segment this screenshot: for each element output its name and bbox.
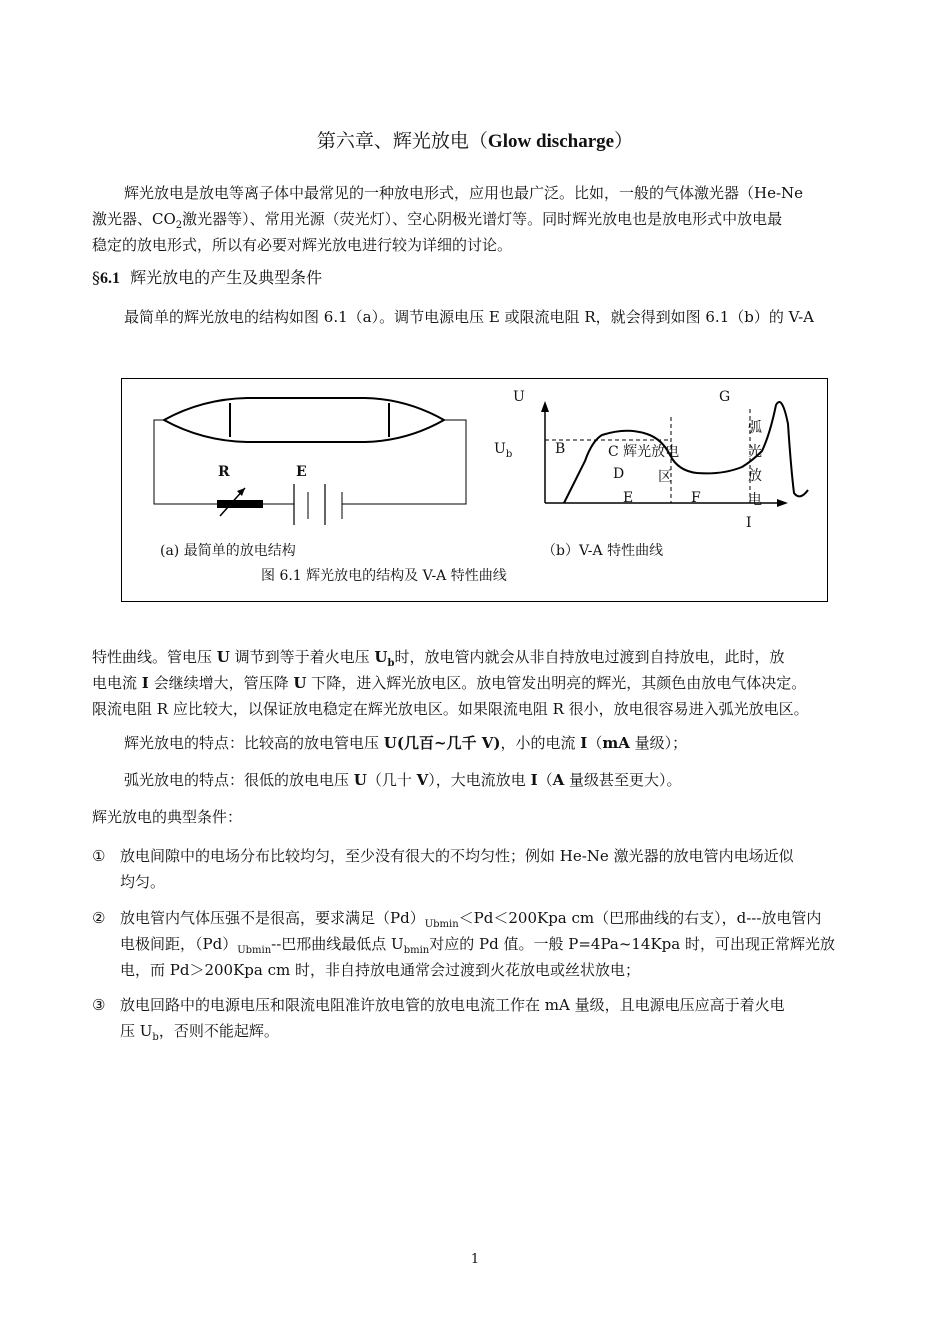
intro-line-3: 稳定的放电形式，所以有必要对辉光放电进行较为详细的讨论。 [92,236,513,254]
page-number: 1 [470,1252,480,1267]
item2-l3: 电，而 Pd＞200Kpa cm 时，非自持放电通常会过渡到火花放电或丝状放电； [120,961,641,979]
item3-l2sub: b [152,1032,159,1043]
figure-6-1 [121,378,828,602]
resistor [217,500,263,508]
item3-l1: 放电回路中的电源电压和限流电阻准许放电管的放电电流工作在 mA 量级，且电源电压应高于着火电 [120,996,785,1014]
p2-l2c: 下降，进入辉光放电区。放电管发出明亮的辉光，其颜色由放电气体决定。 [306,674,807,692]
arc-char-4: 电 [748,492,762,508]
arc-char-2: 光 [748,444,762,460]
axis-u: U [513,389,525,405]
p2-l2b: 会继续增大，管压降 [148,674,294,692]
wire-right [342,420,466,504]
item1-l1: 放电间隙中的电场分布比较均匀，至少没有很大的不均匀性；例如 He-Ne 激光器的放电管内电场近似 [120,847,794,865]
item-text [120,992,862,1044]
item2-l2c: 对应的 Pd 值。一般 P=4Pa~14Kpa 时，可出现正常辉光放 [429,935,835,953]
section-mark: § [92,268,100,287]
ub-main: U [494,441,506,457]
label-g: G [719,389,731,405]
p2-ub-sub: b [387,658,395,669]
figure-caption: 图 6.1 辉光放电的结构及 V-A 特性曲线 [261,568,507,584]
condition-item-3 [92,992,862,1044]
item2-l1a: 放电管内气体压强不是很高，要求满足（Pd） [120,909,425,927]
discharge-tube [164,398,444,442]
p2-u1: U [216,648,230,666]
page-title [0,126,950,153]
arc-h: A [552,771,565,789]
caption-b: （b）V-A 特性曲线 [542,543,664,559]
p2-l1b: 调节到等于着火电压 [229,648,375,666]
glow-a: 辉光放电的特点：比较高的放电管电压 [124,734,384,752]
item3-l2a: 压 U [120,1022,153,1040]
p2-line-3: 限流电阻 R 应比较大，以保证放电稳定在辉光放电区。如果限流电阻 R 很小，放电很容易进入弧光放电区。 [92,700,809,718]
p2-line-2 [92,670,862,696]
title-end: ） [614,130,634,152]
intro-l2b: 激光器等）、常用光源（荧光灯）、空心阴极光谱灯等。同时辉光放电也是放电形式中放电最 [182,210,783,228]
intro-paragraph [92,180,862,258]
p2-line-1 [92,644,862,670]
item-number: ① [92,847,106,865]
item1-l2: 均匀。 [120,873,166,891]
label-c-glow: C 辉光放电 [608,444,680,460]
arc-d: V [416,771,429,789]
arc-e: ），大电流放电 [428,771,531,789]
label-b: B [555,441,566,457]
section-heading [92,265,322,288]
item-text [120,905,862,983]
item-number: ③ [92,996,106,1014]
wire-left [154,420,217,504]
label-region: 区 [658,469,672,485]
item2-l2sub2: bmin [403,945,430,956]
glow-b: U(几百~几千 V) [383,734,501,752]
arc-feature [92,767,862,793]
condition-item-2 [92,905,862,983]
item-text [120,843,862,895]
title-en: Glow discharge [487,131,615,152]
item2-l2b: --巴邢曲线最低点 U [271,935,404,953]
arc-a: 弧光放电的特点：很低的放电电压 [124,771,354,789]
ub-sub: b [505,449,513,460]
item2-l1b: ＜Pd＜200Kpa cm（巴邢曲线的右支），d---放电管内 [458,909,822,927]
arc-f: I [530,771,538,789]
item3-l2b: ，否则不能起辉。 [158,1022,279,1040]
glow-feature [92,730,862,756]
arc-c: （几十 [366,771,417,789]
item2-l2sub: Ubmin [237,945,272,956]
intro-line-1: 辉光放电是放电等离子体中最常见的一种放电形式，应用也最广泛。比如，一般的气体激光器（He-Ne [124,184,804,202]
arc-g: （ [537,771,553,789]
glow-e: （ [587,734,603,752]
axis-i: I [746,515,752,531]
item2-l2a: 电极间距，（Pd） [120,935,238,953]
arc-char-3: 放 [748,468,762,484]
p2-l1c: 时，放电管内就会从非自持放电过渡到自持放电，此时，放 [394,648,785,666]
conditions-title: 辉光放电的典型条件： [92,808,243,826]
va-curve [564,402,808,503]
p2-i1: I [141,674,149,692]
arc-b: U [353,771,367,789]
section-number: 6.1 [100,270,120,287]
label-r: R [218,464,230,480]
label-d: D [613,466,625,482]
p2-u2: U [293,674,307,692]
title-cn: 第六章、辉光放电（ [316,130,488,152]
arc-char-1: 弧 [748,420,762,436]
glow-d: I [580,734,588,752]
item-number: ② [92,909,106,927]
label-e: E [296,464,307,480]
glow-c: ，小的电流 [500,734,581,752]
arc-i: 量级甚至更大）。 [564,771,682,789]
paragraph-2 [92,644,862,722]
co2-sub: 2 [175,220,183,231]
intro-line-2 [92,206,862,232]
p2-ub: U [374,648,388,666]
paragraph-1: 最简单的辉光放电的结构如图 6.1（a）。调节电源电压 E 或限流电阻 R，就会得到如图 6.1（b）的 V-A [124,308,814,326]
section-title: 辉光放电的产生及典型条件 [130,268,323,287]
item2-l1sub: Ubmin [424,919,459,930]
condition-item-1 [92,843,862,895]
glow-f: mA [602,734,630,752]
p2-l2a: 电电流 [92,674,142,692]
glow-g: 量级）； [629,734,688,752]
label-ub [494,441,513,460]
label-f: F [691,490,701,506]
caption-a: (a) 最简单的放电结构 [160,543,296,559]
p2-l1a: 特性曲线。管电压 [92,648,217,666]
circuit-diagram [164,398,444,442]
label-e-point: E [623,490,634,506]
intro-l2a: 激光器、CO [92,210,176,228]
